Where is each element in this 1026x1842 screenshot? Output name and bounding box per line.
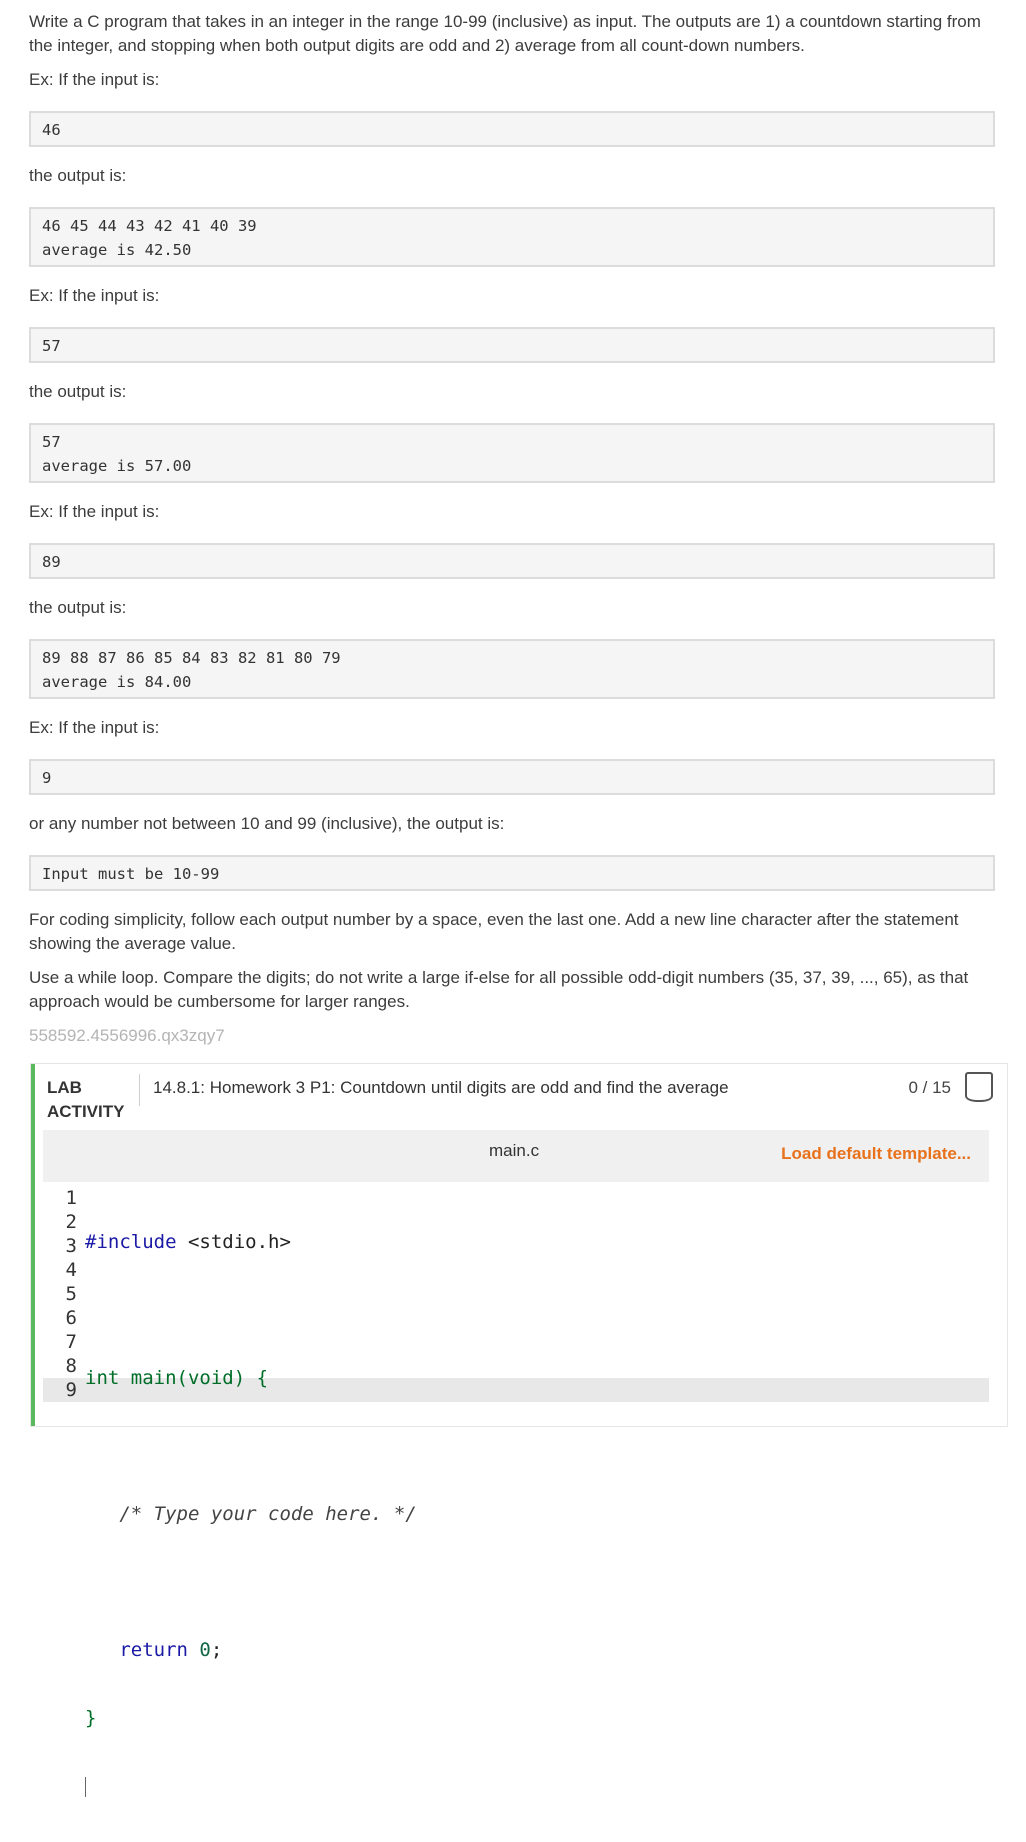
other-output-label: or any number not between 10 and 99 (inclusive), the output is:	[29, 814, 505, 833]
output-label: the output is:	[29, 598, 127, 617]
loop-note: Use a while loop. Compare the digits; do not write a large if-else for all possible odd-digit numbers (35, 37, 39, ..., 65), as that approach would be cumbersome for larger ranges.	[29, 968, 969, 1011]
line-number: 7	[65, 1331, 77, 1353]
line-number: 1	[65, 1187, 77, 1209]
code-line[interactable]	[85, 1706, 417, 1730]
example-label: Ex: If the input is:	[29, 718, 160, 737]
code-token: ;	[210, 1639, 223, 1661]
example-input: 9	[42, 769, 52, 787]
code-token: }	[85, 1707, 97, 1729]
code-token: main(	[119, 1367, 188, 1389]
line-number: 9	[65, 1379, 77, 1401]
code-line[interactable]	[85, 1298, 417, 1322]
code-comment: /* Type your code here. */	[85, 1503, 417, 1525]
code-token: int	[85, 1367, 120, 1389]
example-output-line: average is 57.00	[42, 457, 192, 475]
score-text: 0 / 15	[908, 1078, 951, 1097]
code-lines[interactable]	[85, 1186, 417, 1842]
example-output-box	[29, 855, 995, 891]
code-editor[interactable]	[43, 1182, 989, 1729]
code-token: <stdio.h>	[176, 1231, 291, 1253]
divider	[139, 1074, 140, 1106]
example-input-box	[29, 543, 995, 579]
example-input-box	[29, 327, 995, 363]
example-output-line: Input must be 10-99	[42, 865, 220, 883]
example-label: Ex: If the input is:	[29, 286, 160, 305]
code-token: void	[187, 1367, 234, 1389]
lab-tag: LAB ACTIVITY	[47, 1078, 125, 1121]
example-output-box	[29, 207, 995, 267]
text-cursor	[85, 1777, 86, 1797]
lab-header	[35, 1064, 1003, 1121]
example-input-box	[29, 759, 995, 795]
example-output-box	[29, 639, 995, 699]
output-label: the output is:	[29, 166, 127, 185]
line-number: 2	[65, 1211, 77, 1233]
line-number: 4	[65, 1259, 77, 1281]
code-line[interactable]	[85, 1230, 417, 1254]
intro-text: Write a C program that takes in an integer in the range 10-99 (inclusive) as input. The outputs are 1) a countdown starting from the integer, and stopping when both output digits are odd and 2) average from all count-down numbers.	[29, 12, 981, 55]
line-number: 8	[65, 1355, 77, 1377]
example-input: 46	[42, 121, 61, 139]
load-default-template-link[interactable]: Load default template...	[781, 1144, 971, 1163]
code-line[interactable]	[85, 1366, 417, 1390]
example-input: 89	[42, 553, 61, 571]
badge-icon	[965, 1072, 993, 1102]
code-line[interactable]	[85, 1502, 417, 1526]
example-output-line: 46 45 44 43 42 41 40 39	[42, 217, 257, 235]
simplicity-note: For coding simplicity, follow each output number by a space, even the last one. Add a new line character after the statement showing the average value.	[29, 910, 959, 953]
example-label: Ex: If the input is:	[29, 502, 160, 521]
example-output-line: average is 42.50	[42, 241, 192, 259]
example-output-line: 89 88 87 86 85 84 83 82 81 80 79	[42, 649, 341, 667]
example-output-line: 57	[42, 433, 61, 451]
lab-activity	[31, 1064, 1007, 1729]
line-number-gutter	[43, 1186, 77, 1402]
file-name: main.c	[489, 1141, 540, 1160]
code-token: 0	[199, 1639, 211, 1661]
code-line[interactable]	[85, 1774, 417, 1798]
code-token: ) {	[233, 1367, 269, 1389]
example-input: 57	[42, 337, 61, 355]
example-label: Ex: If the input is:	[29, 70, 160, 89]
code-line[interactable]	[85, 1570, 417, 1594]
code-token: return	[85, 1639, 188, 1661]
line-number: 3	[65, 1235, 77, 1257]
code-token: #include	[85, 1231, 177, 1253]
code-line[interactable]	[85, 1434, 417, 1458]
example-input-box	[29, 111, 995, 147]
lab-title: 14.8.1: Homework 3 P1: Countdown until digits are odd and find the average	[153, 1078, 729, 1097]
activity-id: 558592.4556996.qx3zqy7	[29, 1026, 225, 1045]
line-number: 5	[65, 1283, 77, 1305]
line-number: 6	[65, 1307, 77, 1329]
editor-toolbar	[43, 1130, 989, 1182]
example-output-line: average is 84.00	[42, 673, 192, 691]
code-editor-panel	[43, 1130, 989, 1729]
code-line[interactable]	[85, 1638, 417, 1662]
output-label: the output is:	[29, 382, 127, 401]
example-output-box	[29, 423, 995, 483]
